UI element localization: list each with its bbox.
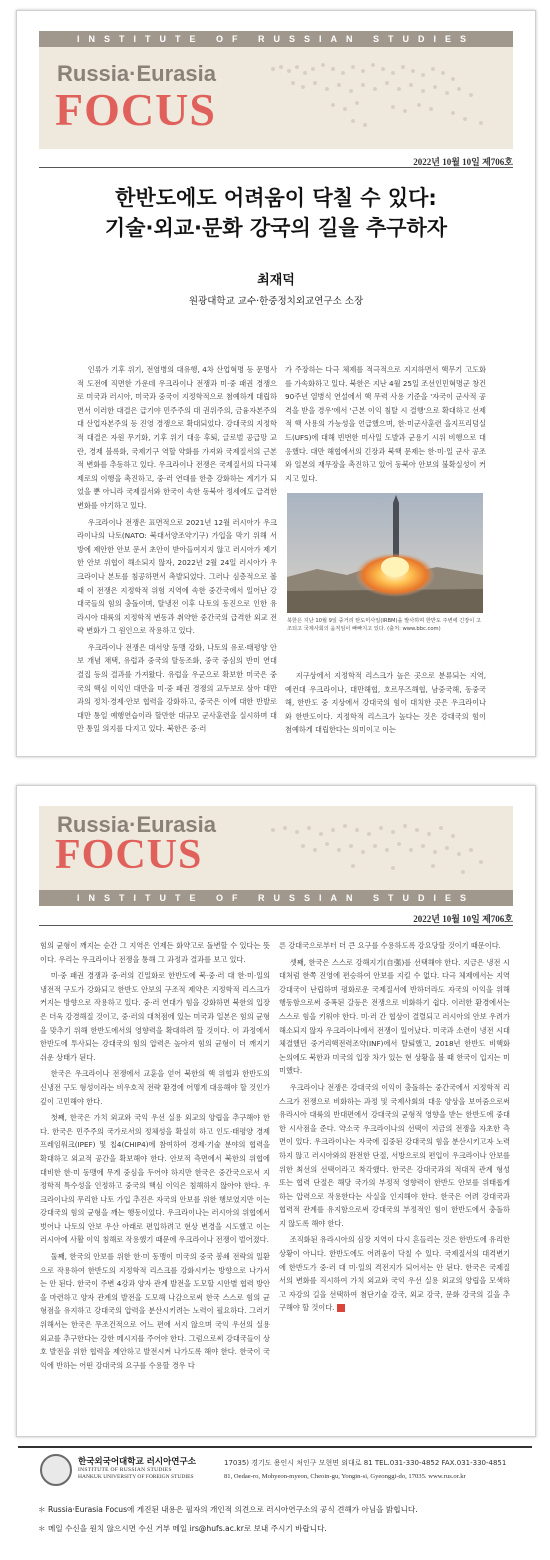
paragraph: 우크라이나 전쟁은 대서양 동맹 강화, 나토의 유로·태평양 안보 개념 채택, 유럽과 중국의 탈동조화, 중국 중심의 반미 연대 결집 등의 결과를 가져왔다. 유럽을 우군으로 확보한 미국은 중국의 핵심 이익인 대만을 미·중 패권 경쟁의 교두보로 삼아 대만과의 정치·경제·안보 협력을 강화하고, 중국은 이에 대한 반발로 대만 통일 예행연습이라 할만한 대규모 군사훈련을 실시하며 대만 통일 의지를 다지고 있다. 북한은 중·러	[77, 642, 277, 734]
institute-name-korean: 한국외국어대학교 러시아연구소	[78, 1457, 196, 1467]
end-mark-icon	[337, 1304, 345, 1312]
brand-title-line2: FOCUS	[55, 84, 216, 135]
paragraph: 지구상에서 지정학적 리스크가 높은 곳으로 분류되는 지역, 예컨대 우크라이나, 대만해협, 호르무즈해협, 남중국해, 동중국해, 한반도 중 지상에서 강대국의 힘이 대치한 곳은 우크라이나와 한반도이다. 지정학적 리스크가 높다는 것은 강대국의 힘이 첨예하게 대립한다는 의미이고 이는	[285, 671, 486, 735]
brand-title-line2: FOCUS	[55, 832, 203, 878]
paragraph: 한국은 우크라이나 전쟁에서 교훈을 얻어 북한의 핵 위협과 한반도의 신냉전 구도 형성이라는 비우호적 전략 환경에 어떻게 대응해야 할 것인가 깊이 고민해야 한다.	[40, 1069, 270, 1106]
body-column-right-bottom	[285, 669, 486, 749]
newsletter-page-1	[16, 10, 536, 757]
closing-paragraph: 조직화된 유라시아의 심장 지역이 다시 흔들리는 것은 한반도에 유리한 상황이 아니다. 한반도에도 어려움이 닥칠 수 있다. 국제질서의 대격변기에 한반도가 중·러 대 미·일의 격전지가 되어서는 안 된다. 한국은 국제질서의 변화를 직시하여 가치 외교와 국익 우선 실용 외교의 양립을 모색하고 자강의 길을 선택하여 첨단기술 강국, 외교 강국, 문화 강국의 길을 추구해야 할 것이다.	[279, 1235, 510, 1313]
missile-launch-image	[287, 493, 483, 613]
university-name-english: HANKUK UNIVERSITY OF FOREIGN STUDIES	[78, 1474, 194, 1480]
masthead-strip: INSTITUTE OF RUSSIAN STUDIES	[39, 890, 513, 906]
body-column-left	[40, 939, 270, 1419]
paragraph: 둘째, 한국의 안보를 위한 한·미 동맹이 미국의 중국 봉쇄 전략의 일환으로 작용하여 한반도의 지정학적 리스크를 강화시키는 방향으로 나가서는 안 된다. 한국이 주변 4강과 양자 관계 발전을 도모할 시안별 협력 방안을 마련하고 양자 관계의 발전을 도모해 나감으로써 한국 스스로 힘의 균형점을 유지하고 강대국의 압력을 분산시키려는 노력이 필요하다. 그러기 위해서는 한국은 무조건적으로 어느 편에 서지 않으며 국익 우선의 실용 외교를 추구한다는 강한 메시지를 주어야 한다. 그럼으로써 강대국들이 상호 발전을 위한 협력을 제안하고 발전시켜 나가도록 해야 한다. 한국이 국익에 반하는 어떤 강대국의 요구를 수용할 경우 다	[40, 1252, 270, 1370]
masthead-banner	[39, 31, 513, 149]
paragraph	[279, 1233, 510, 1315]
paragraph: 첫째, 한국은 가치 외교와 국익 우선 실용 외교의 양립을 추구해야 한다. 한국은 민주주의 국가로서의 정체성을 확실히 하고 인도·태평양 경제프레임워크(IPEF) 및 칩4(CHIP4)에 참여하여 경제·기술 분야의 협력을 확대하고 외교적 공간을 확보해야 한다. 안보적 측면에서 북한의 위협에 대비한 한·미 동맹에 무게 중심을 두어야 하지만 한국은 중간국으로서 지정학적 특수성을 인정하고 중국의 핵심 이익은 침해하지 않아야 한다. 우크라이나의 무리한 나토 가입 추진은 자국의 안보를 위한 행보였지만 이는 강대국의 힘의 균형을 깨는 행동이었다. 우크라이나는 러시아의 위협에서 벗어나 나토의 안보 우산 아래로 편입하려고 현상 변경을 시도했고 이는 러시아에 사활 이익 침해로 작용했기 때문에 우크라이나 전쟁이 벌어졌다.	[40, 1113, 270, 1245]
body-column-left	[77, 363, 277, 747]
world-map-icon	[253, 49, 503, 139]
brand-title-line1: Russia·Eurasia	[57, 61, 216, 86]
paragraph: 우크라이나 전쟁은 표면적으로 2021년 12월 러시아가 우크라이나의 나토(NATO: 북대서양조약기구) 가입을 막기 위해 서방에 제안한 안보 문서 초안이 받아들여지지 않고 러시아가 제기한 안보 위협이 해소되지 않자, 2022년 2월 24일 러시아가 우크라이나 본토를 침공하면서 촉발되었다. 그러나 심층적으로 볼 때 이 전쟁은 지정학적 위험 지역에 속한 중간국에서 일어난 강대국들의 힘의 충돌이며, 탈냉전 이후 나토의 동진으로 인한 유라시아 대륙의 지정학적 변동과 취약한 중간국의 급격한 외교 전략 변화가 그 원인으로 작용하고 있다.	[77, 517, 277, 636]
world-map-icon	[253, 810, 503, 900]
author-name: 최재덕	[257, 273, 295, 288]
photo-caption: 북한은 지난 10월 9일 중거리 탄도미사일(IRBM)을 발사하며 한반도 주변에 긴장이 고조되고 국제사회의 움직임이 빠빠지고 있다. (출처: www.bbc.com)	[287, 618, 481, 632]
masthead-strip: INSTITUTE OF RUSSIAN STUDIES	[39, 31, 513, 47]
masthead-banner	[39, 806, 513, 906]
newsletter-page-2	[16, 785, 536, 1437]
divider	[39, 925, 513, 926]
paragraph: 셋째, 한국은 스스로 강해지기(自强)를 선택해야 한다. 지금은 냉전 시대처럼 한쪽 진영에 편승하여 안보를 지킬 수 없다. 다극 체제에서는 지역 강대국이 난립하며 평화로운 국제질서에 반하더라도 자국의 이익을 위해 행동함으로써 중폭된 갈등은 전쟁으로 비화하기 쉽다. 이러한 환경에서는 스스로 힘을 키워야 한다. 미·러 간 협상이 결렬되고 러시아의 안보 우려가 해소되지 않자 우크라이나에서 전쟁이 일어났다. 미국과 소련이 냉전 시대 체결했던 중거리핵전력조약(INF)에서 탈퇴했고, 2018년 한반도 비핵화 논의에도 북한과 미국의 입장 차가 있는 현 상황을 볼 때 한국이 입지는 미미했다.	[279, 957, 510, 1076]
body-column-right-top	[285, 363, 486, 483]
article-title-line2: 기술·외교·문화 강국의 길을 추구하자	[104, 216, 448, 240]
institute-seal-icon	[40, 1454, 72, 1486]
address-english: 81, Oedae-ro, Mohyeon-myeon, Cheoin-gu, Yongin-si, Gyeonggi-do, 17035. www.rus.or.kr	[224, 1473, 466, 1480]
author-affiliation: 원광대학교 교수·한중정치외교연구소 소장	[188, 296, 364, 307]
institute-name-english: INSTITUTE OF RUSSIAN STUDIES	[78, 1467, 172, 1473]
unsubscribe-note: ＊ 메일 수신을 원치 않으시면 수신 거부 메일 irs@hufs.ac.kr로 보내 주시기 바랍니다.	[38, 1524, 327, 1533]
paragraph: 미·중 패권 경쟁과 중·러의 긴밀화로 한반도에 북·중·러 대 한·미·일의 냉전적 구도가 강화되고 한반도 안보의 구조적 제약은 지정학적 리스크가 커지는 방향으로 작용하고 있다. 중·러 연대가 힘을 강화하면 북한의 입장은 더욱 강경해질 것이고, 중·러의 대척점에 있는 미국과 일본은 힘의 균형을 맞추기 위해 한반도에서의 영향력을 확대하려 할 것이다. 이 과정에서 한반도에 투사되는 강대국의 힘의 압력은 높아져 힘의 균형이 더 깨지기 쉬운 상태가 된다.	[40, 971, 270, 1062]
missile-launch-photo	[287, 493, 483, 613]
issue-date: 2022년 10월 10일 제706호	[413, 914, 513, 924]
paragraph: 인류가 기후 위기, 전염병의 대유행, 4차 산업혁명 등 문명사적 도전에 직면한 가운데 우크라이나 전쟁과 미·중 패권 경쟁으로 미국과 러시아, 미국과 중국이 지정학적으로 첨예하게 대립하면서 이러한 대결은 급기야 민주주의 대 권위주의, 금융자본주의 대 산업자본주의 등 진영 경쟁으로 확대되었다. 강대국의 지정학적 대결은 자원 무기화, 기후 위기 대응 후퇴, 글로벌 공급망 교란, 경제 블록화, 국제기구 역할 약화를 가져와 국제질서의 근본적 변화를 추동하고 있다. 우크라이나 전쟁은 국제질서의 다극체제로의 이행을 촉진하고, 중·러 연대를 한층 강화하는 계기가 되었을 뿐 아니라 국제질서와 한국이 속한 동북아 정세에도 급격한 변화를 야기하고 있다.	[77, 365, 277, 510]
address-korean: 17035) 경기도 용인시 처인구 모현면 외대로 81 TEL.031-330-4852 FAX.031-330-4851	[224, 1459, 507, 1467]
institute-footer	[18, 1446, 532, 1488]
paragraph: 가 주장하는 다극 체제를 적극적으로 지지하면서 핵무기 고도화를 가속화하고 있다. 북한은 지난 4월 25일 조선인민혁명군 창건 90주년 열병식 연설에서 핵 무력 사용 기준을 '자국이 군사적 공격을 받을 경우'에서 '근본 이익 침탈 시 결행'으로 확대하고 선제적 핵 사용의 가능성을 언급했으며, 한·미군사훈련 을지프리덤실드(UFS)에 대해 빈번한 미사일 도발과 군용기 시위 비행으로 대응했다. 대만 해협에서의 긴장과 북핵 문제는 한·미·일 군사 공조와 일본의 재무장을 촉진하고 있어 동북아 안보의 불확실성이 커지고 있다.	[285, 365, 486, 483]
paragraph: 힘의 균형이 깨지는 순간 그 지역은 언제든 화약고로 돌변할 수 있다는 뜻이다. 우리는 우크라이나 전쟁을 통해 그 과정과 결과를 보고 있다.	[40, 941, 270, 964]
brand-title-line1: Russia·Eurasia	[57, 812, 216, 837]
article-title	[39, 183, 513, 243]
paragraph: 우크라이나 전쟁은 강대국의 이익이 충돌하는 중간국에서 지정학적 리스크가 전쟁으로 비화하는 과정 및 국제사회의 대응 양상을 보여줌으로써 유라시아 대륙의 반대편에서 강대국의 균형적 영향을 받는 한반도에 중대한 시사점을 준다. 약소국 우크라이나의 선택이 지금의 전쟁을 자초한 측면이 있다. 우크라이나는 자국에 집중된 강대국의 힘을 분산시키고자 노력하지 않고 러시아와의 완전한 단절, 서방으로의 편입이 우크라이나 안보를 위한 최선의 선택이라고 착각했다. 한국은 강대국과의 적대적 관계 형성 또는 협력 단절은 해당 국가의 부정적 영향력이 한반도 안보를 위태롭게 하는 압력으로 작용한다는 사실을 인지해야 한다. 한국은 어려 강대국과 협력적 관계를 유지함으로써 강대국의 부정적인 힘이 한반도에서 충돌하지 않도록 해야 한다.	[279, 1082, 510, 1228]
paragraph: 른 강대국으로부터 더 큰 요구를 수용하도록 강요당할 것이기 때문이다.	[279, 941, 501, 950]
body-column-right	[279, 939, 510, 1419]
divider	[39, 167, 513, 168]
article-title-line1: 한반도에도 어려움이 닥칠 수 있다:	[115, 186, 437, 210]
issue-date: 2022년 10월 10일 제706호	[413, 157, 513, 167]
disclaimer-note: ＊ Russia·Eurasia Focus에 게진된 내용은 필자의 개인적 의견으로 러시아연구소의 공식 견해가 아님을 밝힙니다.	[38, 1505, 418, 1514]
